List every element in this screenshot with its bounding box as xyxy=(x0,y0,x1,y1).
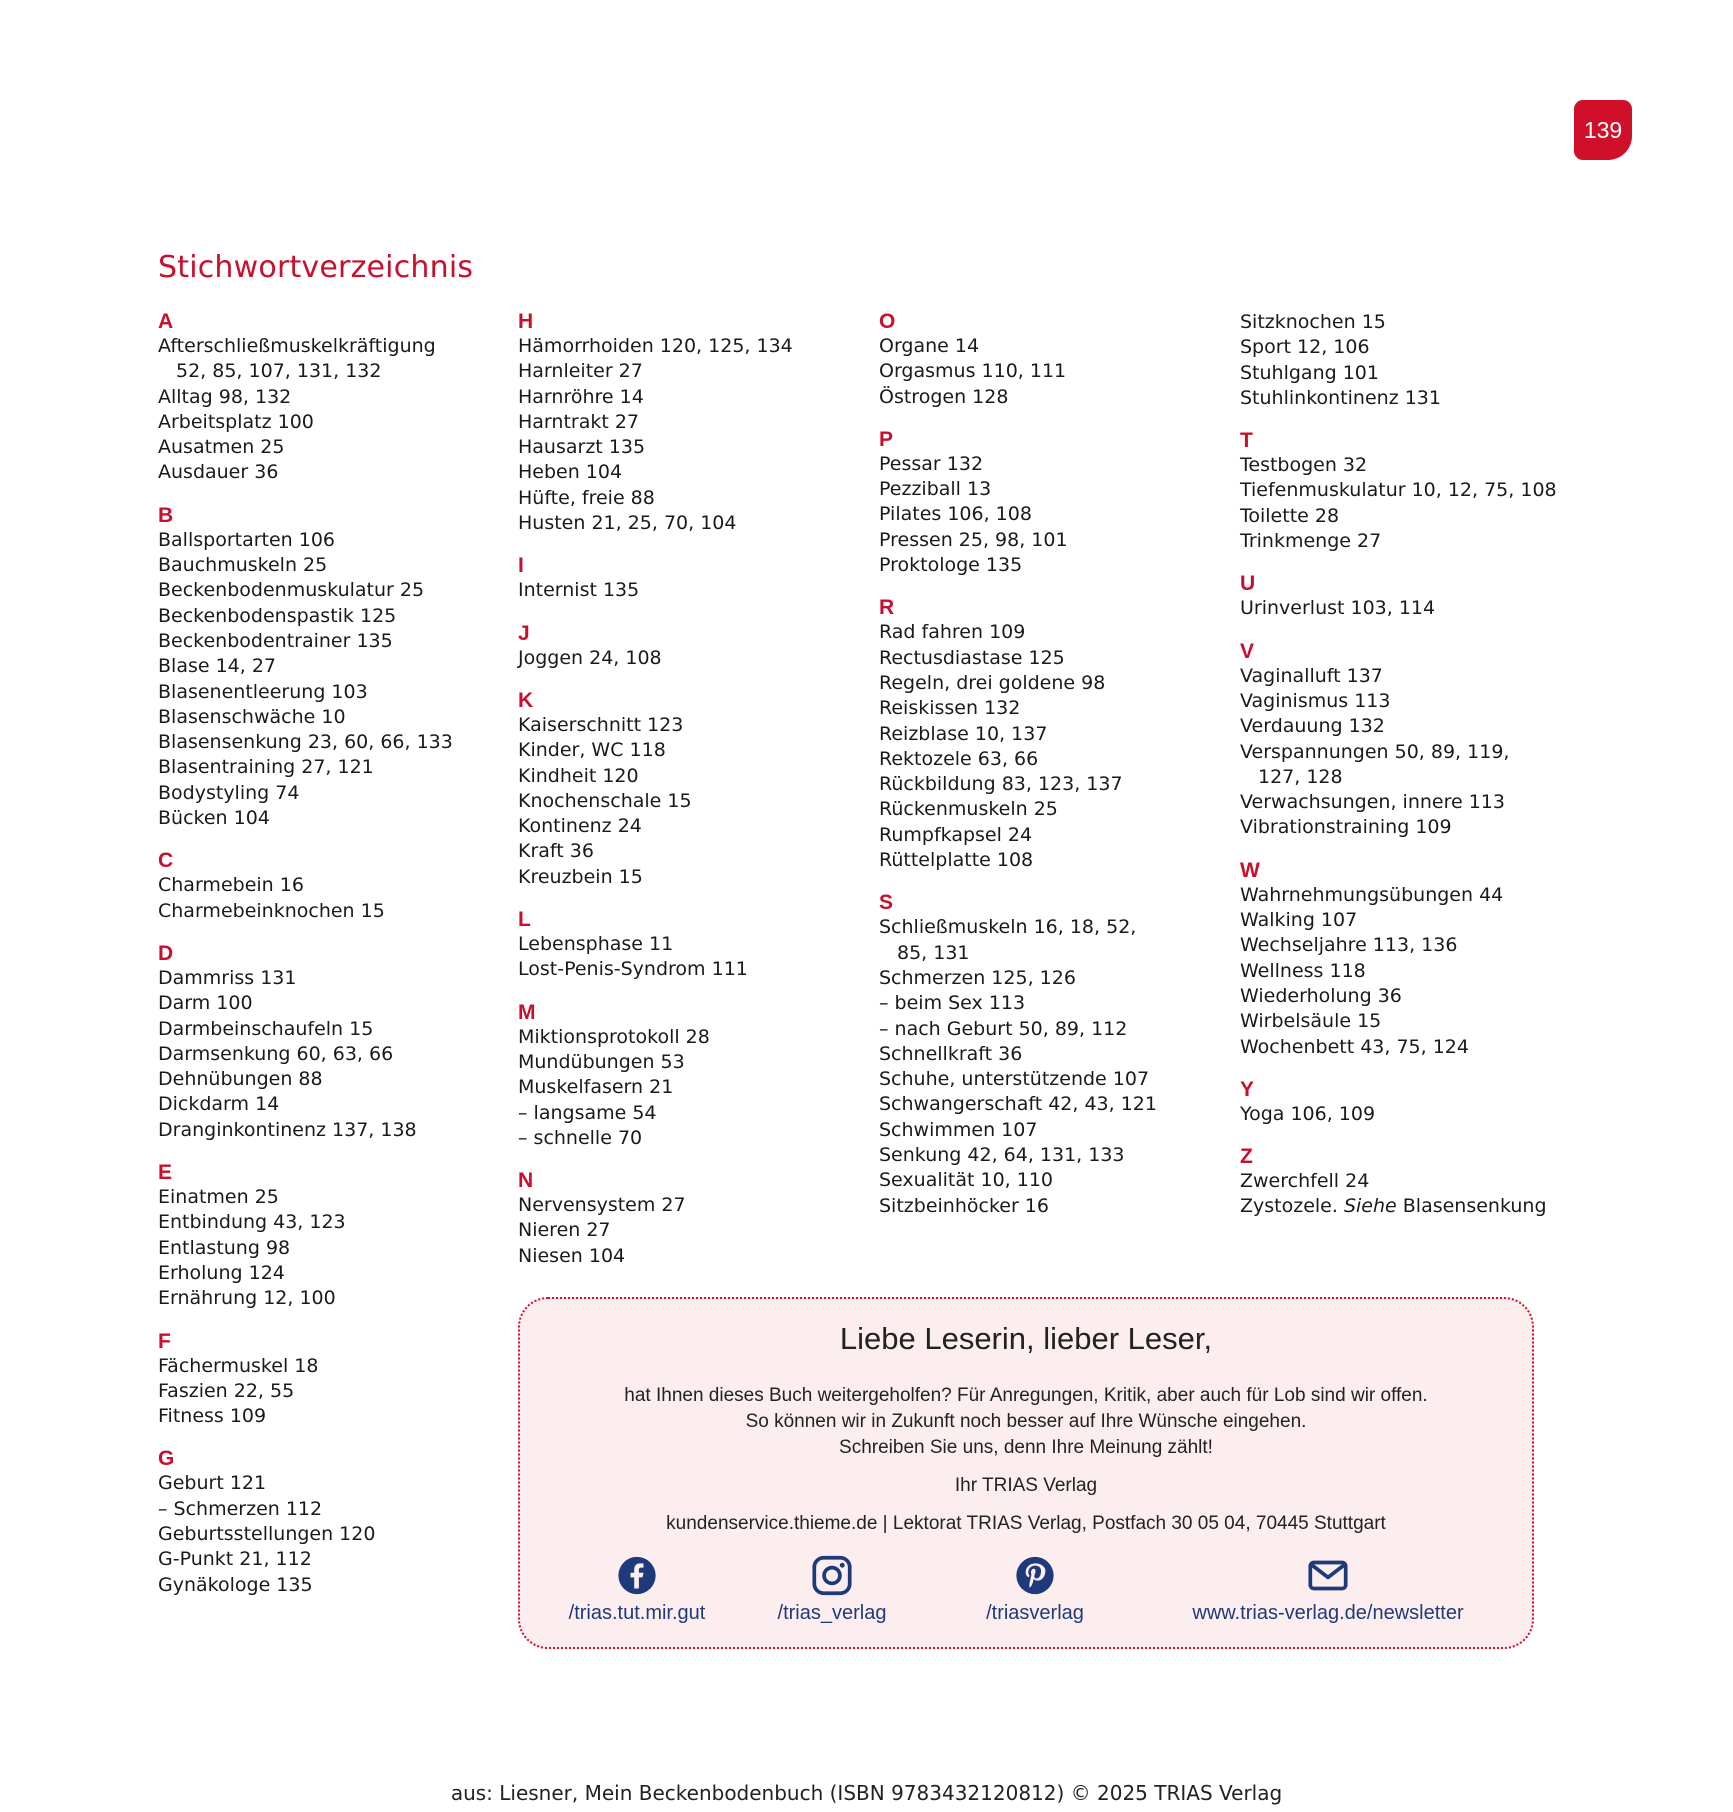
index-entry: Rad fahren 109 xyxy=(879,621,1026,644)
index-entry: Nervensystem 27 xyxy=(518,1194,686,1217)
index-entry: Darm 100 xyxy=(158,992,253,1015)
index-entry: Sexualität 10, 110 xyxy=(879,1169,1054,1192)
index-entry: Joggen 24, 108 xyxy=(518,646,662,669)
index-group xyxy=(518,622,858,671)
newsletter-url: www.trias-verlag.de/newsletter xyxy=(1192,1602,1464,1624)
index-entry: Wochenbett 43, 75, 124 xyxy=(1240,1035,1469,1058)
index-group xyxy=(158,942,498,1143)
index-entry: Verwachsungen, innere 113 xyxy=(1240,791,1505,814)
index-entry: Ballsportarten 106 xyxy=(158,528,336,551)
index-entry: Wirbelsäule 15 xyxy=(1240,1010,1382,1033)
facebook-handle: /trias.tut.mir.gut xyxy=(568,1602,706,1624)
index-column-3 xyxy=(879,310,1219,1237)
index-entry: Yoga 106, 109 xyxy=(1240,1102,1376,1125)
index-entry: Wellness 118 xyxy=(1240,959,1366,982)
newsletter-link[interactable] xyxy=(1178,1555,1478,1625)
instagram-link[interactable] xyxy=(757,1555,907,1625)
index-entry: Zwerchfell 24 xyxy=(1240,1170,1370,1193)
index-entry: Erholung 124 xyxy=(158,1261,285,1284)
index-letter: S xyxy=(879,891,894,915)
index-entry: Beckenbodenmuskulatur 25 xyxy=(158,579,425,602)
index-group xyxy=(518,310,858,536)
index-entry: Dammriss 131 xyxy=(158,966,297,989)
index-group xyxy=(879,310,1219,410)
index-entry: Urinverlust 103, 114 xyxy=(1240,597,1436,620)
index-group xyxy=(1240,640,1620,841)
contact-address: kundenservice.thieme.de | Lektorat TRIAS Verlag, Postfach 30 05 04, 70445 Stuttgart xyxy=(666,1513,1386,1534)
index-entry: Dehnübungen 88 xyxy=(158,1068,323,1091)
index-entry: Heben 104 xyxy=(518,461,623,484)
feedback-text-line-1: hat Ihnen dieses Buch weitergeholfen? Für Anregungen, Kritik, aber auch für Lob sind wir offen. xyxy=(624,1385,1428,1406)
index-entry: Darmbeinschaufeln 15 xyxy=(158,1017,374,1040)
index-entry: Vibrationstraining 109 xyxy=(1240,816,1452,839)
index-entry: Testbogen 32 xyxy=(1240,454,1368,477)
index-entry: – beim Sex 113 xyxy=(879,992,1026,1015)
feedback-text-line-2: So können wir in Zukunft noch besser auf Ihre Wünsche eingehen. xyxy=(745,1411,1307,1432)
index-letter: U xyxy=(1240,572,1256,596)
index-entry: Ernährung 12, 100 xyxy=(158,1287,336,1310)
index-letter: R xyxy=(879,596,895,620)
index-entry: Gynäkologe 135 xyxy=(158,1573,313,1596)
index-letter: P xyxy=(879,427,894,451)
index-letter: O xyxy=(879,310,896,333)
index-group xyxy=(518,1001,858,1151)
index-entry: Charmebein 16 xyxy=(158,874,304,897)
index-entry: Schließmuskeln 16, 18, 52, xyxy=(879,916,1137,939)
index-entry: Entbindung 43, 123 xyxy=(158,1211,346,1234)
feedback-heading: Liebe Leserin, lieber Leser, xyxy=(839,1321,1213,1356)
index-letter: Z xyxy=(1240,1145,1253,1169)
index-entry: Schwangerschaft 42, 43, 121 xyxy=(879,1093,1157,1116)
index-entry: Bodystyling 74 xyxy=(158,781,300,804)
index-entry: Dickdarm 14 xyxy=(158,1093,280,1116)
page-number-badge xyxy=(1574,100,1632,160)
index-entry: Verspannungen 50, 89, 119, xyxy=(1240,740,1510,763)
facebook-icon xyxy=(615,1555,659,1596)
index-group xyxy=(158,849,498,924)
index-letter: L xyxy=(518,908,531,932)
index-entry: Reiskissen 132 xyxy=(879,697,1021,720)
index-letter: F xyxy=(158,1329,171,1353)
index-group xyxy=(879,596,1219,873)
index-entry: Internist 135 xyxy=(518,579,640,602)
instagram-handle: /trias_verlag xyxy=(777,1602,887,1624)
index-letter: B xyxy=(158,503,174,527)
index-entry: 85, 131 xyxy=(897,941,970,964)
index-entry: Kontinenz 24 xyxy=(518,815,642,838)
index-entry: Orgasmus 110, 111 xyxy=(879,360,1067,383)
index-entry: – nach Geburt 50, 89, 112 xyxy=(879,1017,1128,1040)
index-group xyxy=(518,1169,858,1269)
index-entry: Blase 14, 27 xyxy=(158,655,277,678)
index-entry: Blasenschwäche 10 xyxy=(158,705,346,728)
feedback-text-line-3: Schreiben Sie uns, denn Ihre Meinung zählt! xyxy=(839,1437,1213,1458)
index-entry: – Schmerzen 112 xyxy=(158,1497,323,1520)
index-group xyxy=(158,1161,498,1311)
index-group xyxy=(879,891,1219,1219)
index-group xyxy=(1240,572,1620,621)
index-entry: 52, 85, 107, 131, 132 xyxy=(176,360,382,383)
index-entry: Blasenentleerung 103 xyxy=(158,680,368,703)
index-entry: Senkung 42, 64, 131, 133 xyxy=(879,1144,1125,1167)
index-group xyxy=(879,428,1219,578)
index-group xyxy=(158,1330,498,1430)
index-entry: Kreuzbein 15 xyxy=(518,865,643,888)
index-entry: Afterschließmuskelkräftigung xyxy=(158,335,436,357)
index-entry: Fächermuskel 18 xyxy=(158,1354,319,1377)
index-entry: Charmebeinknochen 15 xyxy=(158,899,385,922)
feedback-signature: Ihr TRIAS Verlag xyxy=(954,1475,1098,1496)
index-column-1 xyxy=(158,310,498,1616)
index-letter: T xyxy=(1240,429,1253,453)
index-entry: Darmsenkung 60, 63, 66 xyxy=(158,1042,394,1065)
pinterest-icon xyxy=(1013,1555,1057,1596)
index-group xyxy=(1240,429,1620,554)
reader-feedback-box xyxy=(518,1297,1534,1649)
index-entry: Kinder, WC 118 xyxy=(518,739,666,762)
index-group xyxy=(518,908,858,983)
index-letter: N xyxy=(518,1169,534,1193)
index-entry: Schmerzen 125, 126 xyxy=(879,966,1076,989)
index-letter: H xyxy=(518,310,534,333)
index-entry: Rückbildung 83, 123, 137 xyxy=(879,773,1123,796)
index-entry: Schuhe, unterstützende 107 xyxy=(879,1068,1150,1091)
index-entry: Pilates 106, 108 xyxy=(879,503,1032,526)
index-entry: Wahrnehmungsübungen 44 xyxy=(1240,883,1504,906)
index-entry: Rectusdiastase 125 xyxy=(879,646,1065,669)
index-entry: Kraft 36 xyxy=(518,840,594,863)
index-letter: M xyxy=(518,1000,536,1024)
index-entry: – schnelle 70 xyxy=(518,1126,643,1149)
index-entry: Niesen 104 xyxy=(518,1244,626,1267)
instagram-icon xyxy=(810,1555,854,1596)
index-entry: Rückenmuskeln 25 xyxy=(879,798,1058,821)
index-entry: Pessar 132 xyxy=(879,452,984,475)
index-entry: Rumpfkapsel 24 xyxy=(879,823,1033,846)
page-number: 139 xyxy=(1583,116,1623,143)
index-group xyxy=(518,689,858,890)
page-title: Stichwortverzeichnis xyxy=(158,250,474,285)
index-entry: Hämorrhoiden 120, 125, 134 xyxy=(518,335,793,357)
index-entry: Einatmen 25 xyxy=(158,1186,279,1209)
index-entry: Wiederholung 36 xyxy=(1240,984,1402,1007)
index-entry: Muskelfasern 21 xyxy=(518,1076,674,1099)
index-letter: K xyxy=(518,688,534,712)
index-entry: Geburtsstellungen 120 xyxy=(158,1522,376,1545)
index-letter: I xyxy=(518,554,524,578)
index-entry: Lebensphase 11 xyxy=(518,933,674,956)
index-entry: Ausdauer 36 xyxy=(158,461,279,484)
index-group xyxy=(158,504,498,832)
index-entry: Toilette 28 xyxy=(1240,504,1340,527)
index-entry: Harnleiter 27 xyxy=(518,360,643,383)
index-entry: Husten 21, 25, 70, 104 xyxy=(518,512,737,535)
index-entry: Sitzbeinhöcker 16 xyxy=(879,1194,1049,1217)
index-entry: Regeln, drei goldene 98 xyxy=(879,671,1106,694)
index-entry: Hausarzt 135 xyxy=(518,436,646,459)
index-group xyxy=(1240,1145,1620,1220)
index-entry: Fitness 109 xyxy=(158,1405,267,1428)
pinterest-handle: /triasverlag xyxy=(986,1602,1084,1624)
index-group xyxy=(158,1447,498,1597)
index-entry: Blasentraining 27, 121 xyxy=(158,756,374,779)
source-footer: aus: Liesner, Mein Beckenbodenbuch (ISBN 9783432120812) © 2025 TRIAS Verlag xyxy=(450,1781,1283,1805)
index-entry: Schnellkraft 36 xyxy=(879,1042,1023,1065)
facebook-link[interactable] xyxy=(562,1555,712,1625)
index-letter: G xyxy=(158,1447,175,1471)
index-entry: Blasensenkung 23, 60, 66, 133 xyxy=(158,731,453,754)
index-entry: Reizblase 10, 137 xyxy=(879,722,1048,745)
index-letter: J xyxy=(518,621,530,645)
index-group xyxy=(518,554,858,603)
index-entry: Stuhlinkontinenz 131 xyxy=(1240,386,1441,409)
index-entry: Arbeitsplatz 100 xyxy=(158,410,314,433)
index-entry: Bauchmuskeln 25 xyxy=(158,554,328,577)
index-entry: Bücken 104 xyxy=(158,807,270,830)
index-letter: W xyxy=(1240,858,1260,882)
index-letter: D xyxy=(158,941,174,965)
index-entry: Dranginkontinenz 137, 138 xyxy=(158,1118,417,1141)
index-entry: Sitzknochen 15 xyxy=(1240,311,1386,333)
index-entry: Mundübungen 53 xyxy=(518,1050,685,1073)
index-letter: V xyxy=(1240,639,1255,663)
index-group xyxy=(1240,859,1620,1060)
index-column-2 xyxy=(518,310,858,1287)
index-entry-part: Zystozele. xyxy=(1240,1195,1344,1218)
index-entry: Harnröhre 14 xyxy=(518,385,644,408)
index-entry: Vaginalluft 137 xyxy=(1240,664,1383,687)
index-entry: Beckenbodenspastik 125 xyxy=(158,604,397,627)
index-entry: Nieren 27 xyxy=(518,1219,611,1242)
index-entry: Faszien 22, 55 xyxy=(158,1379,295,1402)
index-entry: Geburt 121 xyxy=(158,1472,267,1495)
index-entry: Miktionsprotokoll 28 xyxy=(518,1025,710,1048)
index-entry-part: Siehe xyxy=(1343,1195,1397,1218)
index-letter: C xyxy=(158,849,174,873)
index-entry: Wechseljahre 113, 136 xyxy=(1240,934,1458,957)
index-group xyxy=(1240,1078,1620,1127)
index-letter: Y xyxy=(1240,1077,1255,1101)
index-letter: E xyxy=(158,1161,173,1185)
index-entry: Beckenbodentrainer 135 xyxy=(158,629,393,652)
index-entry: Walking 107 xyxy=(1240,909,1358,932)
index-entry: Hüfte, freie 88 xyxy=(518,486,655,509)
index-group xyxy=(1240,310,1620,411)
index-entry: Schwimmen 107 xyxy=(879,1118,1038,1141)
index-entry: Pezziball 13 xyxy=(879,478,992,501)
index-entry: Rektozele 63, 66 xyxy=(879,747,1039,770)
index-entry: Kaiserschnitt 123 xyxy=(518,713,684,736)
index-entry: – langsame 54 xyxy=(518,1101,657,1124)
index-entry: Pressen 25, 98, 101 xyxy=(879,528,1068,551)
index-entry: Östrogen 128 xyxy=(879,385,1009,408)
index-entry: Knochenschale 15 xyxy=(518,789,692,812)
index-entry xyxy=(1240,1194,1620,1219)
index-entry: Alltag 98, 132 xyxy=(158,385,292,408)
index-group xyxy=(158,310,498,486)
index-entry: Organe 14 xyxy=(879,335,980,357)
index-entry: Verdauung 132 xyxy=(1240,715,1385,738)
index-entry: Trinkmenge 27 xyxy=(1240,530,1382,553)
index-entry: Stuhlgang 101 xyxy=(1240,361,1379,384)
index-entry: Proktologe 135 xyxy=(879,554,1023,577)
index-entry: Lost-Penis-Syndrom 111 xyxy=(518,958,748,981)
index-letter: A xyxy=(158,310,174,333)
index-entry-part: Blasensenkung xyxy=(1396,1195,1547,1218)
index-entry: 127, 128 xyxy=(1258,765,1343,788)
index-entry: Kindheit 120 xyxy=(518,764,639,787)
index-entry: G-Punkt 21, 112 xyxy=(158,1548,312,1571)
index-entry: Harntrakt 27 xyxy=(518,410,640,433)
index-entry: Vaginismus 113 xyxy=(1240,689,1391,712)
envelope-icon xyxy=(1306,1555,1350,1596)
index-entry: Tiefenmuskulatur 10, 12, 75, 108 xyxy=(1240,479,1557,502)
index-entry: Entlastung 98 xyxy=(158,1236,291,1259)
pinterest-link[interactable] xyxy=(960,1555,1110,1625)
index-column-4 xyxy=(1240,310,1620,1238)
index-entry: Ausatmen 25 xyxy=(158,436,285,459)
index-entry: Rüttelplatte 108 xyxy=(879,849,1034,872)
index-entry: Sport 12, 106 xyxy=(1240,336,1370,359)
